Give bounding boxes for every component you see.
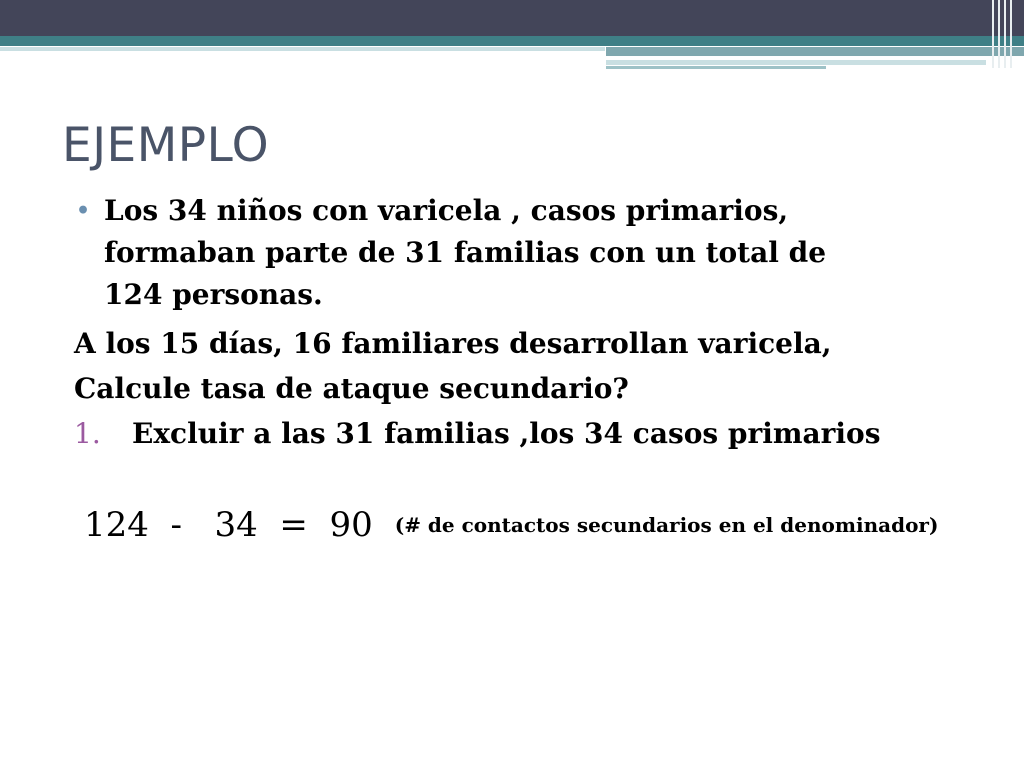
header-stripe [0,47,605,51]
equation-term: 124 [84,505,149,545]
header-stripe [606,47,1024,56]
body-line: Calcule tasa de ataque secundario? [74,372,629,405]
header-bar [0,0,1024,36]
header-stripe [606,66,826,69]
slide-body [74,190,974,456]
bullet-dot-icon: • [76,198,91,224]
header-accent-lines [990,0,1016,68]
equation [84,500,938,550]
body-line: A los 15 días, 16 familiares desarrollan varicela, [74,327,832,360]
numbered-text: Excluir a las 31 familias ,los 34 casos primarios [132,417,881,450]
slide-title: EJEMPLO [62,118,270,173]
equation-operator: - [170,505,183,545]
bullet-line: formaban parte de 31 familias con un total de [104,236,827,269]
header-stripe [606,60,986,65]
bullet-line: Los 34 niños con varicela , casos primarios, [104,194,789,227]
numbered-marker: 1. [74,417,101,450]
bullet-line: 124 personas. [104,278,323,311]
numbered-item [74,411,974,456]
header-teal-band [0,36,1024,46]
equation-term: 34 [214,505,258,545]
equation-equals: = [279,505,308,545]
equation-result: 90 [329,505,373,545]
equation-note: (# de contactos secundarios en el denominador) [394,513,939,537]
bullet-item [74,190,974,316]
